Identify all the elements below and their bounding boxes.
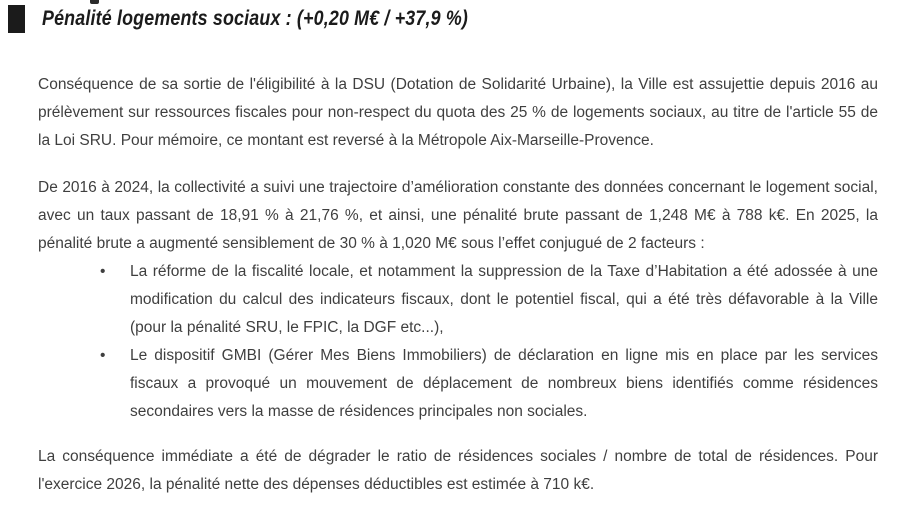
paragraph-dsu-context: Conséquence de sa sortie de l'éligibilité à la DSU (Dotation de Solidarité Urbaine), la Ville est assujettie depuis 2016 au prélèvement sur ressources fiscales pour non-respect du quota des 25 % de logements sociaux, au titre de l'article 55 de la Loi SRU. Pour mémoire, ce montant est reversé à la Métropole Aix-Marseille-Provence. — [38, 76, 878, 149]
list-item-text: Le dispositif GMBI (Gérer Mes Biens Immobiliers) de déclaration en ligne mis en place par les services fiscaux a provoqué un mouvement de déplacement de nombreux biens identifiés comme résidences secondaires vers la masse de résidences principales non sociales. — [130, 347, 878, 420]
section-heading — [8, 5, 911, 33]
black-square-marker-icon — [8, 5, 25, 33]
paragraph-penalty-trajectory: De 2016 à 2024, la collectivité a suivi une trajectoire d’amélioration constante des données concernant le logement social, avec un taux passant de 18,91 % à 21,76 %, et ainsi, une pénalité brute passant de 1,248 M€ à 788 k€. En 2025, la pénalité brute a augmenté sensiblement de 30 % à 1,020 M€ sous l’effet conjugué de 2 facteurs : — [38, 179, 878, 252]
page-crop-artifact — [90, 0, 99, 4]
list-item-tax-reform — [38, 258, 878, 342]
bullet-icon: • — [100, 263, 106, 280]
list-item-text: La réforme de la fiscalité locale, et notamment la suppression de la Taxe d’Habitation a été adossée à une modification du calcul des indicateurs fiscaux, dont le potentiel fiscal, qui a été très défavorable à la Ville (pour la pénalité SRU, le FPIC, la DGF etc...), — [130, 263, 878, 336]
paragraph-conclusion: La conséquence immédiate a été de dégrader le ratio de résidences sociales / nombre de total de résidences. Pour l'exercice 2026, la pénalité nette des dépenses déductibles est estimée à 710 k€. — [38, 448, 878, 493]
section-title: Pénalité logements sociaux : (+0,20 M€ / +37,9 %) — [42, 7, 468, 30]
factor-list — [0, 258, 911, 426]
bullet-icon: • — [100, 347, 106, 364]
list-item-gmbi — [38, 342, 878, 426]
